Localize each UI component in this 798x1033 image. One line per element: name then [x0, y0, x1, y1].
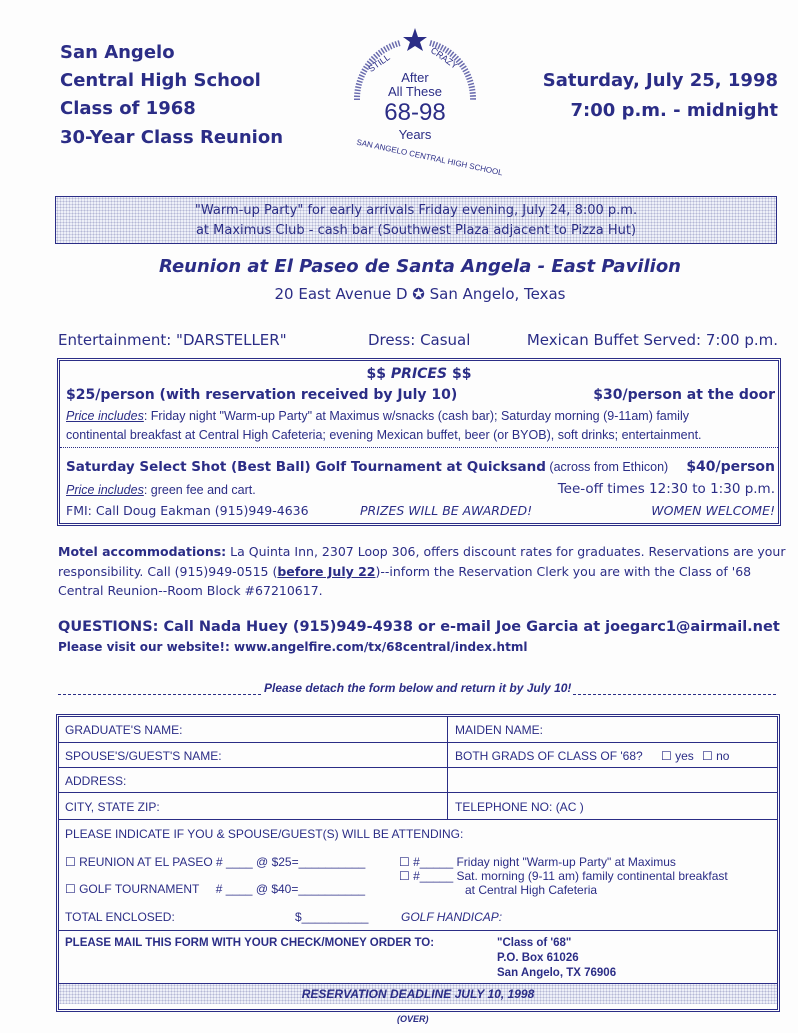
door-price: $30/person at the door	[593, 387, 775, 403]
warmup-banner	[55, 196, 777, 244]
seal-arc-text: SAN ANGELO CENTRAL HIGH SCHOOL	[355, 137, 504, 178]
class-logo-seal	[345, 25, 504, 178]
tee-off: Tee-off times 12:30 to 1:30 p.m.	[557, 481, 775, 497]
mail-address: P.O. Box 61026	[497, 952, 579, 964]
maiden-name-field[interactable]: MAIDEN NAME:	[455, 723, 544, 737]
buffet-time: Mexican Buffet Served: 7:00 p.m.	[526, 331, 778, 349]
price-includes-2: continental breakfast at Central High Cafeteria; evening Mexican buffet, beer (or BYOB), soft drinks; entertainment.	[66, 428, 702, 442]
website-link[interactable]: Please visit our website!: www.angelfire.com/tx/68central/index.html	[58, 640, 528, 654]
header-line: 30-Year Class Reunion	[60, 127, 284, 148]
motel-line2: responsibility. Call (915)949-0515 (before July 22)--inform the Reservation Clerk you are with the Class of '68	[58, 564, 752, 579]
total-enclosed-label: TOTAL ENCLOSED:	[65, 910, 175, 924]
total-enclosed-field[interactable]: $__________	[295, 910, 369, 924]
questions-contact: QUESTIONS: Call Nada Huey (915)949-4938 or e-mail Joe Garcia at joegarc1@airmail.net	[58, 619, 780, 635]
prices-box	[57, 358, 781, 526]
golf-includes: Price includes: green fee and cart.	[66, 483, 256, 497]
registration-form	[56, 714, 780, 1012]
early-price: $25/person (with reservation received by July 10)	[66, 387, 458, 403]
mail-address: San Angelo, TX 76906	[497, 967, 617, 979]
golf-tournament: Saturday Select Shot (Best Ball) Golf Tournament at Quicksand (across from Ethicon)	[66, 459, 669, 475]
seal-text: All These	[388, 84, 442, 99]
event-date: Saturday, July 25, 1998	[542, 70, 778, 91]
motel-line3: Central Reunion--Room Block #67210617.	[58, 583, 323, 598]
fmi-contact: FMI: Call Doug Eakman (915)949-4636	[66, 503, 309, 518]
mail-instructions: PLEASE MAIL THIS FORM WITH YOUR CHECK/MONEY ORDER TO:	[65, 937, 435, 949]
over-note: (OVER)	[397, 1014, 429, 1024]
breakfast-checkbox[interactable]: ☐ #_____ Sat. morning (9-11 am) family continental breakfast	[399, 869, 728, 883]
event-time: 7:00 p.m. - midnight	[570, 100, 778, 121]
seal-crazy: CRAZY	[428, 45, 460, 71]
golf-handicap-field[interactable]: GOLF HANDICAP:	[401, 910, 503, 924]
header-line: Class of 1968	[60, 98, 196, 119]
seal-still: STILL	[366, 52, 392, 74]
reunion-checkbox[interactable]: ☐ REUNION AT EL PASEO # ____ @ $25=__________	[65, 855, 366, 869]
price-includes: Price includes: Friday night "Warm-up Party" at Maximus w/snacks (cash bar); Saturday morning (9-11am) family	[66, 409, 689, 423]
dress-code: Dress: Casual	[368, 331, 471, 349]
mail-address: "Class of '68"	[497, 937, 572, 949]
attendance-label: PLEASE INDICATE IF YOU & SPOUSE/GUEST(S) WILL BE ATTENDING:	[65, 827, 464, 841]
warmup-line: "Warm-up Party" for early arrivals Friday evening, July 24, 8:00 p.m.	[194, 203, 638, 218]
prizes-note: PRIZES WILL BE AWARDED!	[360, 503, 533, 518]
warmup-line: at Maximus Club - cash bar (Southwest Plaza adjacent to Pizza Hut)	[195, 223, 637, 238]
women-note: WOMEN WELCOME!	[651, 503, 775, 518]
header-line: San Angelo	[60, 42, 175, 63]
seal-text: Years	[398, 127, 432, 142]
yes-checkbox[interactable]: ☐ yes	[661, 749, 694, 763]
star-icon	[403, 28, 427, 51]
spouse-name-field[interactable]: SPOUSE'S/GUEST'S NAME:	[65, 749, 222, 763]
seal-text: After	[401, 70, 429, 85]
golf-price: $40/person	[686, 459, 775, 475]
venue-title: Reunion at El Paseo de Santa Angela - East Pavilion	[158, 256, 681, 277]
city-state-zip-field[interactable]: CITY, STATE ZIP:	[65, 800, 160, 814]
telephone-field[interactable]: TELEPHONE NO: (AC )	[455, 800, 584, 814]
divider	[59, 930, 777, 931]
motel-line1: Motel accommodations: La Quinta Inn, 2307 Loop 306, offers discount rates for graduates. Reservations are your	[58, 544, 786, 559]
no-checkbox[interactable]: ☐ no	[702, 749, 730, 763]
both-grads-label: BOTH GRADS OF CLASS OF '68?	[455, 749, 643, 763]
prices-title: $$ PRICES $$	[366, 366, 472, 382]
venue-address: 20 East Avenue D ✪ San Angelo, Texas	[274, 285, 566, 303]
golf-checkbox[interactable]: ☐ GOLF TOURNAMENT # ____ @ $40=__________	[65, 882, 366, 896]
graduate-name-field[interactable]: GRADUATE'S NAME:	[65, 723, 183, 737]
divider	[60, 447, 778, 448]
detach-note: Please detach the form below and return it by July 10!	[264, 681, 572, 695]
breakfast-location: at Central High Cafeteria	[465, 883, 598, 897]
address-field[interactable]: ADDRESS:	[65, 774, 127, 788]
entertainment: Entertainment: "DARSTELLER"	[58, 331, 287, 349]
seal-years: 68-98	[384, 99, 446, 126]
header-line: Central High School	[60, 70, 261, 91]
friday-party-checkbox[interactable]: ☐ #_____ Friday night "Warm-up Party" at Maximus	[399, 855, 676, 869]
reservation-deadline: RESERVATION DEADLINE JULY 10, 1998	[59, 983, 777, 1004]
